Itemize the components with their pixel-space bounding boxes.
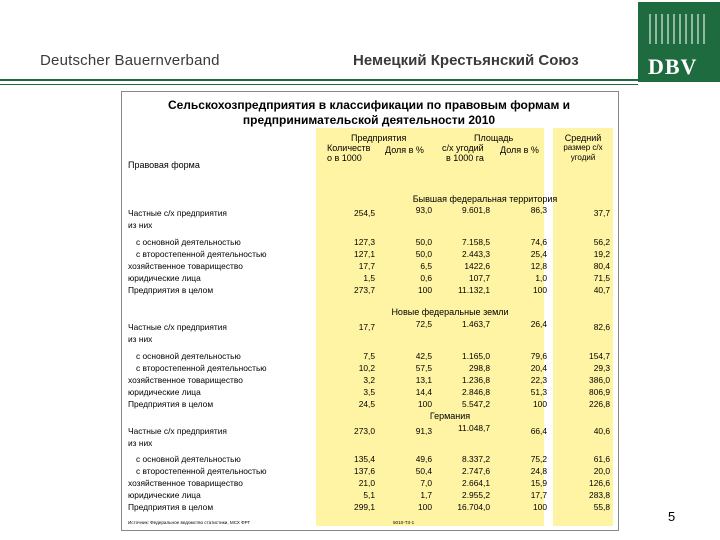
cell-avg: 61,6 [593,454,610,464]
header-rule-thin [0,84,638,85]
cell-share1: 57,5 [415,363,432,373]
section-title-west: Бывшая федеральная территория [412,194,558,204]
cell-area: 1422,6 [464,261,490,271]
section-title-germany: Германия [429,411,471,421]
cell-share1: 93,0 [415,205,432,215]
row-label: из них [128,438,153,448]
cell-area: 2.955,2 [462,490,490,500]
cell-share2: 26,4 [530,319,547,329]
cell-count: 135,4 [354,454,375,464]
cell-count: 254,5 [354,208,375,218]
cell-share2: 1,0 [535,273,547,283]
cell-avg: 71,5 [593,273,610,283]
row-label: Частные с/х предприятия [128,208,227,218]
cell-area: 11.132,1 [458,285,490,295]
logo-stripes-icon [646,12,710,46]
cell-share2: 100 [533,399,547,409]
cell-avg: 82,6 [593,322,610,332]
row-label: Частные с/х предприятия [128,322,227,332]
row-label: Частные с/х предприятия [128,426,227,436]
row-label: из них [128,220,153,230]
cell-share1: 50,4 [415,466,432,476]
dbv-logo [638,2,720,82]
cell-area: 107,7 [469,273,490,283]
cell-area: 1.236,8 [462,375,490,385]
cell-avg: 19,2 [593,249,610,259]
cell-avg: 37,7 [593,208,610,218]
header-avg-1: Средний [564,133,602,143]
row-label: хозяйственное товарищество [128,375,243,385]
cell-count: 1,5 [363,273,375,283]
cell-avg: 226,8 [589,399,610,409]
header-area-1: с/х угодий [442,143,484,153]
cell-area: 9.601,8 [462,205,490,215]
cell-share1: 42,5 [415,351,432,361]
header-rule [0,79,638,81]
cell-share2: 24,8 [530,466,547,476]
cell-count: 5,1 [363,490,375,500]
cell-share1: 72,5 [415,319,432,329]
cell-share1: 100 [418,285,432,295]
section-title-east: Новые федеральные земли [391,307,509,317]
cell-count: 17,7 [358,261,375,271]
row-label: Предприятия в целом [128,285,214,295]
cell-avg: 154,7 [589,351,610,361]
cell-share1: 100 [418,399,432,409]
row-label: с основной деятельностью [136,237,241,247]
row-label: с основной деятельностью [136,351,241,361]
header-count-1: Количеств [327,143,371,153]
table-code: 5010-T3-1 [393,520,415,525]
header-avg-2: размер с/х [563,143,603,152]
cell-avg: 40,6 [593,426,610,436]
cell-avg: 80,4 [593,261,610,271]
cell-share1: 7,0 [420,478,432,488]
cell-count: 7,5 [363,351,375,361]
cell-share1: 49,6 [415,454,432,464]
cell-share1: 100 [418,502,432,512]
cell-count: 299,1 [354,502,375,512]
cell-share1: 50,0 [415,237,432,247]
cell-area: 11.048,7 [458,423,490,433]
header-right-title: Немецкий Крестьянский Союз [353,52,579,69]
row-label: юридические лица [128,387,201,397]
header-legal-form: Правовая форма [128,160,200,170]
row-label: Предприятия в целом [128,399,214,409]
header-left-title: Deutscher Bauernverband [40,52,220,69]
cell-share2: 15,9 [530,478,547,488]
cell-avg: 56,2 [593,237,610,247]
header-area: Площадь [474,133,514,143]
title-line-1: Сельскохозпредприятия в классификации по правовым формам и [167,98,571,112]
cell-share2: 51,3 [530,387,547,397]
cell-count: 137,6 [354,466,375,476]
header-enterprises: Предприятия [351,133,407,143]
cell-count: 17,7 [358,322,375,332]
cell-area: 2.664,1 [462,478,490,488]
row-label: с второстепенной деятельностью [136,466,267,476]
row-label: хозяйственное товарищество [128,478,243,488]
cell-share2: 75,2 [530,454,547,464]
cell-avg: 126,6 [589,478,610,488]
cell-area: 5.547,2 [462,399,490,409]
cell-count: 3,5 [363,387,375,397]
source-note: Источник: Федеральное ведомство статистики, МСХ ФРГ [128,520,251,525]
cell-share1: 13,1 [415,375,432,385]
cell-share1: 6,5 [420,261,432,271]
cell-count: 273,7 [354,285,375,295]
cell-share1: 0,6 [420,273,432,283]
row-label: с основной деятельностью [136,454,241,464]
cell-avg: 40,7 [593,285,610,295]
cell-count: 3,2 [363,375,375,385]
cell-count: 21,0 [358,478,375,488]
cell-share1: 50,0 [415,249,432,259]
cell-share2: 79,6 [530,351,547,361]
header-count-2: о в 1000 [327,153,362,163]
header-share-2: Доля в % [500,145,539,155]
cell-area: 8.337,2 [462,454,490,464]
cell-share2: 12,8 [530,261,547,271]
cell-area: 16.704,0 [457,502,490,512]
row-label: Предприятия в целом [128,502,214,512]
cell-area: 2.846,8 [462,387,490,397]
cell-share2: 22,3 [530,375,547,385]
cell-area: 1.165,0 [462,351,490,361]
cell-share2: 66,4 [530,426,547,436]
row-label: юридические лица [128,490,201,500]
page-title [121,98,617,128]
row-label: из них [128,334,153,344]
header-area-2: в 1000 га [446,153,484,163]
cell-area: 2.443,3 [462,249,490,259]
cell-share2: 25,4 [530,249,547,259]
row-label: хозяйственное товарищество [128,261,243,271]
cell-avg: 55,8 [593,502,610,512]
cell-area: 298,8 [469,363,490,373]
row-label: с второстепенной деятельностью [136,363,267,373]
cell-count: 127,1 [354,249,375,259]
cell-area: 7.158,5 [462,237,490,247]
cell-avg: 283,8 [589,490,610,500]
cell-avg: 386,0 [589,375,610,385]
cell-avg: 29,3 [593,363,610,373]
cell-share1: 14,4 [415,387,432,397]
cell-area: 1.463,7 [462,319,490,329]
cell-count: 10,2 [358,363,375,373]
header-share-1: Доля в % [385,145,424,155]
header-avg-3: угодий [570,153,596,162]
cell-count: 24,5 [358,399,375,409]
row-label: юридические лица [128,273,201,283]
logo-text: DBV [648,54,698,79]
cell-share2: 100 [533,502,547,512]
page-number: 5 [668,509,676,524]
cell-area: 2.747,6 [462,466,490,476]
cell-avg: 806,9 [589,387,610,397]
row-label: с второстепенной деятельностью [136,249,267,259]
cell-share2: 100 [533,285,547,295]
cell-avg: 20,0 [593,466,610,476]
cell-share2: 20,4 [530,363,547,373]
cell-count: 273,0 [354,426,375,436]
cell-share1: 91,3 [415,426,432,436]
cell-share2: 17,7 [530,490,547,500]
cell-share1: 1,7 [420,490,432,500]
cell-share2: 74,6 [530,237,547,247]
cell-count: 127,3 [354,237,375,247]
cell-share2: 86,3 [530,205,547,215]
title-line-2: предпринимательской деятельности 2010 [242,113,496,127]
